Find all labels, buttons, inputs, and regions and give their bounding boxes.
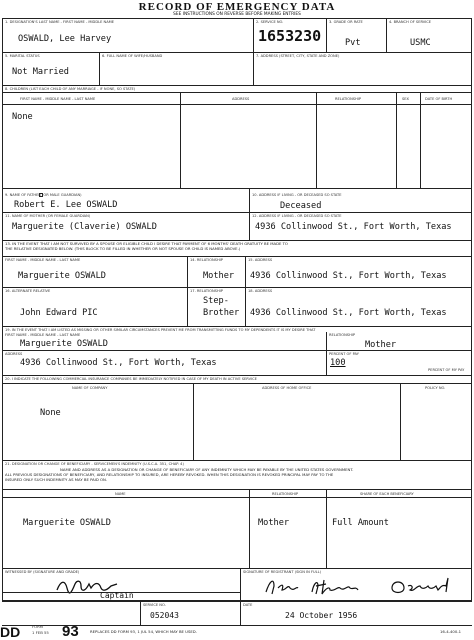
divider (420, 92, 421, 188)
divider (2, 460, 472, 461)
divider (2, 287, 472, 288)
form-number: 93 (62, 623, 79, 640)
page-code: 16-4-400-1 (440, 629, 462, 634)
divider (180, 92, 181, 188)
notify-pct-label: PERCENT OF PAY (329, 352, 359, 356)
children-col-sex: SEX (402, 97, 410, 101)
divider (2, 212, 472, 213)
divider (253, 52, 254, 85)
designation-col-name: NAME (115, 492, 126, 496)
divider (326, 489, 327, 568)
service-no-label: 2. SERVICE NO. (256, 20, 284, 24)
divider (2, 256, 472, 257)
divider (396, 92, 397, 188)
branch-label: 4. BRANCH OF SERVICE (389, 20, 432, 24)
father-address: Deceased (280, 201, 322, 211)
alternate-name: John Edward PIC (20, 308, 98, 318)
designation-col-share: SHARE OF EACH BENEFICIARY (360, 492, 414, 496)
divider (326, 18, 327, 52)
children-col-address: ADDRESS (232, 97, 250, 101)
designation-share: Full Amount (332, 518, 389, 528)
mother-address-label: 12. ADDRESS IF LIVING - OR DECEASED SO STATE (252, 214, 342, 218)
grade: Pvt (345, 38, 361, 48)
notify-name: Marguerite OSWALD (20, 339, 108, 349)
designation-text-1: NAME AND ADDRESS AS A DESIGNATION OR CHANGE OF BENEFICIARY OF ANY INDEMNITY WHICH MAY BE PAYABLE BY THE UNITED STATES GOVERNMENT. (60, 467, 354, 472)
beneficiary-name-label: FIRST NAME - MIDDLE NAME - LAST NAME (5, 258, 81, 262)
alternate-addr-label: 18. ADDRESS (248, 289, 273, 293)
form-small-1: FORM (32, 624, 44, 629)
divider (2, 497, 472, 498)
divider (2, 188, 472, 189)
divider (253, 18, 254, 52)
children-col-relationship: RELATIONSHIP (335, 97, 362, 101)
wife-label: 6. FULL NAME OF WIFE/HUSBAND (102, 54, 163, 58)
father-name: Robert E. Lee OSWALD (14, 200, 118, 210)
designation-text-2: ALL PREVIOUS DESIGNATIONS OF BENEFICIARY, AND RELATIONSHIP TO INSURED, ARE HEREBY REVOKED. WHEN THIS DESIGNATION IS REVOKED PRINCIPAL MAY PAY TO THE (5, 472, 334, 477)
beneficiary-rel-label: 14. RELATIONSHIP (190, 258, 223, 262)
service-number: 1653230 (258, 27, 322, 45)
divider (2, 326, 472, 327)
children-label: 8. CHILDREN (LIST EACH CHILD OF ANY MARRIAGE - IF NONE, SO STATE) (5, 87, 136, 91)
divider (240, 601, 241, 625)
insurance-col-company: NAME OF COMPANY (72, 386, 108, 390)
footer-date-label: DATE (243, 603, 253, 607)
form-title: RECORD OF EMERGENCY DATA (138, 1, 336, 13)
divider (2, 375, 472, 376)
designation-name: Marguerite OSWALD (23, 518, 111, 528)
notify-label: 19. IN THE EVENT THAT I AM LISTED AS MISSING OR OTHER SIMILAR CIRCUMSTANCES PREVENT ME FROM TRANSMITTING FUNDS TO MY DEPENDENTS IT IS MY DESIRE THAT (5, 328, 316, 332)
designation-text-3: INSURED ONLY SUCH INDEMNITY AS MAY BE PAID ON. (5, 477, 108, 482)
insurance-col-address: ADDRESS OF HOME OFFICE (262, 386, 312, 390)
alternate-name-label: 16. ALTERNATE RELATIVE (5, 289, 51, 293)
divider (2, 92, 472, 93)
divider (240, 568, 241, 601)
address-label: 7. ADDRESS (STREET, CITY, STATE AND ZONE) (256, 54, 340, 58)
notify-name-label: FIRST NAME - MIDDLE NAME - LAST NAME (5, 333, 81, 337)
footer-service-no: 052043 (150, 611, 179, 620)
children-col-name: FIRST NAME - MIDDLE NAME - LAST NAME (20, 97, 96, 101)
beneficiary-relationship: Mother (203, 271, 235, 281)
mother-name: Marguerite (Claverie) OSWALD (12, 222, 157, 232)
divider (245, 256, 246, 326)
notify-relationship: Mother (365, 340, 397, 350)
mother-label: 11. NAME OF MOTHER (OR FEMALE GUARDIAN) (5, 214, 91, 218)
children-value: None (12, 112, 33, 122)
father-label: 9. NAME OF FATHER (OR MALE GUARDIAN) (5, 193, 82, 197)
alternate-rel-label: 17. RELATIONSHIP (190, 289, 223, 293)
marital-status: Not Married (12, 67, 69, 77)
notify-rel-label: RELATIONSHIP (329, 333, 356, 337)
divider (2, 52, 472, 53)
alternate-relationship-1: Step- (203, 296, 229, 306)
beneficiary-address: 4936 Collinwood St., Fort Worth, Texas (250, 271, 447, 281)
marital-label: 5. MARITAL STATUS (5, 54, 40, 58)
divider (400, 383, 401, 460)
divider (2, 568, 472, 569)
designation-label: 21. DESIGNATION OR CHANGE OF BENEFICIARY - SERVICEMEN'S INDEMNITY (U.S.C.A. 351, CHAP. 4) (5, 462, 184, 466)
registrant-signature-icon (262, 574, 462, 598)
divider (326, 332, 327, 375)
witness-grade: Captain (100, 591, 134, 600)
children-col-dob: DATE OF BIRTH (425, 97, 453, 101)
divider (99, 52, 100, 85)
divider (2, 489, 472, 490)
designation-col-rel: RELATIONSHIP (272, 492, 299, 496)
grade-label: 3. GRADE OR RATE (329, 20, 363, 24)
form-prefix: DD (0, 624, 21, 640)
form-subtitle: SEE INSTRUCTIONS ON REVERSE BEFORE MAKING ENTRIES (173, 12, 301, 17)
beneficiary-name: Marguerite OSWALD (18, 271, 106, 281)
notify-addr-label: ADDRESS (5, 352, 23, 356)
signature-label: SIGNATURE OF REGISTRANT (SIGN IN FULL) (243, 570, 322, 574)
footer-date: 24 October 1956 (285, 611, 358, 620)
divider (2, 601, 472, 602)
form-note: REPLACES DD FORM 93, 1 JUL 54, WHICH MAY BE USED. (90, 629, 197, 634)
insurance-label: 20. I INDICATE THE FOLLOWING COMMERCIAL INSURANCE COMPANIES BE IMMEDIATELY NOTIFIED IN CASE OF MY DEATH IN ACTIVE SERVICE (5, 377, 257, 381)
divider (187, 256, 188, 326)
name-label: 1. DESIGNATION'S LAST NAME - FIRST NAME - MIDDLE NAME (5, 20, 115, 24)
notify-percent: 100 (330, 358, 346, 368)
alternate-relationship-2: Brother (203, 308, 240, 318)
footer-service-no-label: SERVICE NO. (143, 603, 166, 607)
divider (386, 18, 387, 52)
notify-address: 4936 Collinwood St., Fort Worth, Texas (20, 358, 217, 368)
para13-line1: 13. IN THE EVENT THAT I AM NOT SURVIVED BY A SPOUSE OR ELIGIBLE CHILD I DESIRE THAT PAYMENT OF 6 MONTHS' DEATH GRATUITY BE MADE TO (5, 241, 288, 246)
insurance-value: None (40, 408, 61, 418)
divider (2, 104, 472, 105)
insurance-col-policy: POLICY NO. (425, 386, 446, 390)
divider (193, 383, 194, 460)
divider (316, 92, 317, 188)
beneficiary-addr-label: 15. ADDRESS (248, 258, 273, 262)
registrant-name: OSWALD, Lee Harvey (18, 34, 112, 44)
divider (2, 350, 472, 351)
branch: USMC (410, 38, 431, 48)
mother-address: 4936 Collinwood St., Fort Worth, Texas (255, 222, 452, 232)
form-small-2: 1 FEB 55 (32, 630, 49, 635)
alternate-address: 4936 Collinwood St., Fort Worth, Texas (250, 308, 447, 318)
witness-label: WITNESSED BY (SIGNATURE AND GRADE) (5, 570, 80, 574)
para13-line2: THE RELATIVE DESIGNATED BELOW. (THIS BLOCK TO BE FILLED IN WHETHER OR NOT SPOUSE OR CHILD IS NAMED ABOVE.) (5, 246, 241, 251)
divider (249, 188, 250, 240)
notify-pct-caption: PERCENT OF MY PAY (428, 368, 465, 372)
divider (249, 489, 250, 568)
designation-relationship: Mother (258, 518, 290, 528)
father-address-label: 10. ADDRESS IF LIVING - OR DECEASED SO STATE (252, 193, 342, 197)
divider (140, 601, 141, 625)
divider (2, 383, 472, 384)
divider (2, 85, 472, 86)
